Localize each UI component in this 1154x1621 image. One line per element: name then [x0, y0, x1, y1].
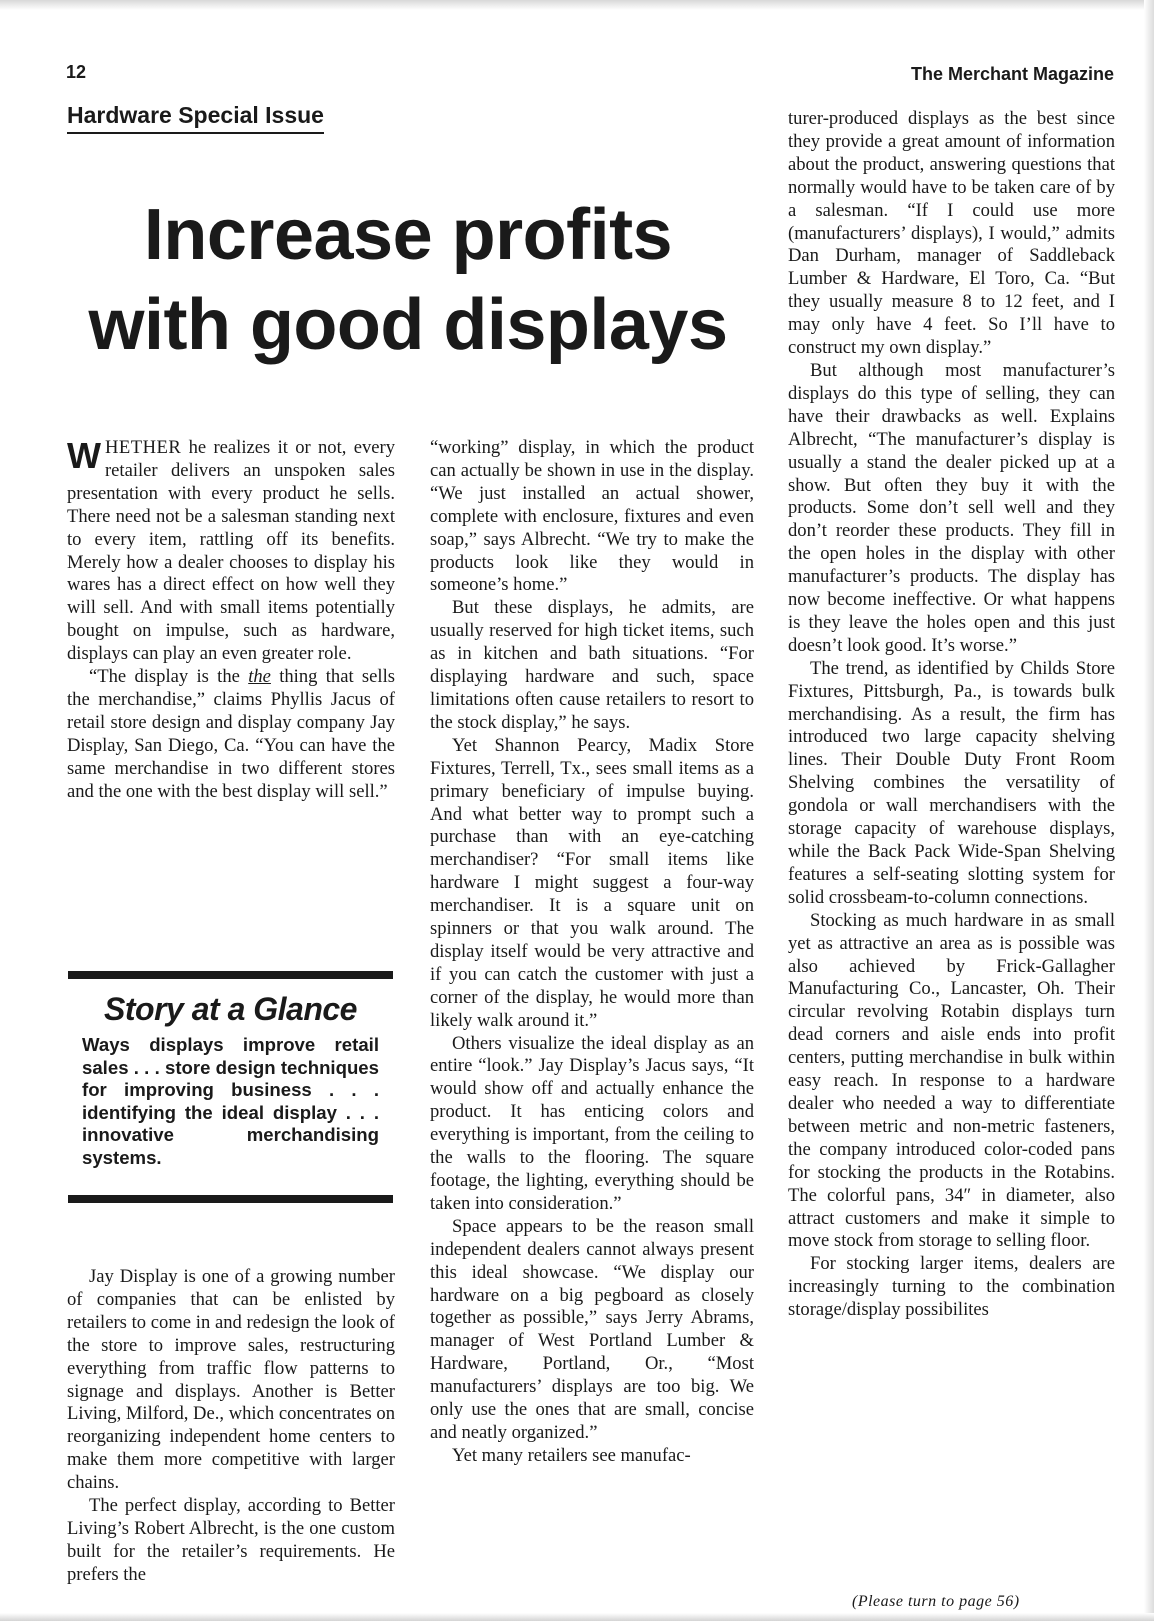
drop-cap: W: [67, 435, 101, 476]
page-edge-right: [1144, 0, 1154, 1621]
paragraph: [67, 437, 395, 666]
headline: [58, 190, 758, 370]
column-1-top: [67, 437, 395, 804]
section-label: Hardware Special Issue: [67, 102, 324, 134]
page-edge-top: [0, 0, 1154, 10]
paragraph: “working” display, in which the product can actually be shown in use in the display. “We just installed an actual shower, complete with enclosure, fixtures and even soap,” says Albrecht. “We try to make the products look like they would in someone’s home.”: [430, 437, 754, 596]
paragraph: [67, 666, 395, 803]
headline-line-2: with good displays: [88, 285, 728, 365]
paragraph: Jay Display is one of a growing number of companies that can be enlisted by retailers to come in and redesign the look of the store to improve sales, restructuring everything from traffic flow patterns to signage and displays. Another is Better Living, Milford, De., which concentrates on reorganizing independent home centers to make them more competitive with larger chains.: [67, 1266, 395, 1494]
lead-caps: HETHER: [104, 437, 182, 458]
column-3: [788, 108, 1115, 1322]
paragraph: Stocking as much hardware in as small yet as attractive an area as is possible was also achieved by Frick-Gallagher Manufacturing Co., Lancaster, Oh. Their circular revolving Rotabin displays turn dead corners and aisle ends into profit centers, putting merchandise in bulk within easy reach. In response to a hardware dealer who needed a way to differentiate between metric and non-metric fasteners, the company introduced color-coded pans for stocking the products in the Rotabins. The colorful pans, 34″ in diameter, also attract customers and make it simple to move stock from storage to selling floor.: [788, 909, 1115, 1252]
story-at-a-glance-box: [68, 971, 393, 1203]
divider: [68, 1195, 393, 1203]
paragraph-text: thing that sells the merchandise,” claims Phyllis Jacus of retail store design and display company Jay Display, San Diego, Ca. “You can have the same merchandise in two different stores and the one with the best display will sell.”: [67, 666, 395, 802]
column-1-bottom: [67, 1266, 395, 1587]
paragraph: Yet many retailers see manufac-: [452, 1444, 691, 1466]
paragraph: For stocking larger items, dealers are increasingly turning to the combination storage/display possibilites: [788, 1253, 1115, 1321]
paragraph: turer-produced displays as the best since they provide a great amount of information about the product, answering questions that normally would have to be taken care of by a salesman. “If I could use more (manufacturers’ displays), I would,” admits Dan Durham, manager of Saddleback Lumber & Hardware, El Toro, Ca. “But they usually measure 8 to 12 feet, and I may only have 4 feet. So I’ll have to construct my own display.”: [788, 108, 1115, 359]
paragraph: But although most manufacturer’s displays do this type of selling, they can have their drawbacks as well. Explains Albrecht, “The manufacturer’s display is usually a stand the dealer picked up at a show. But often they buy it with the products. Some don’t sell well and they don’t reorder these products. They fill in the open holes in the display with other manufacturer’s products. The display has now become ineffective. Or what happens is they leave the holes open and this just doesn’t look good. It’s worse.”: [788, 359, 1115, 656]
paragraph: Others visualize the ideal display as an entire “look.” Jay Display’s Jacus says, “It would show off and actually enhance the product. It has enticing colors and everything is important, from the ceiling to the walls to the flooring. The square footage, the lighting, everything should be taken into consideration.”: [430, 1032, 754, 1214]
paragraph-text: he realizes it or not, every retailer delivers an unspoken sales presentation with every product he sells. There need not be a salesman standing next to every item, rattling off its benefits. Merely how a dealer chooses to display his wares has a direct effect on how well they will sell. And with small items potentially bought on impulse, such as hardware, displays can play an even greater role.: [67, 437, 395, 665]
paragraph: The trend, as identified by Childs Store Fixtures, Pittsburgh, Pa., is towards bulk merchandising. As a result, the firm has introduced two large capacity shelving lines. Their Double Duty Front Room Shelving combines the versatility of gondola or wall merchandisers with the storage capacity of warehouse displays, while the Back Pack Wide-Span Shelving features a self-seating slotting system for solid crossbeam-to-column connections.: [788, 657, 1115, 908]
paragraph: Yet Shannon Pearcy, Madix Store Fixtures, Terrell, Tx., sees small items as a primary beneficiary of impulse buying. And what better way to prompt such a purchase than with an eye-catching merchandiser? “For small items like hardware I might suggest a four-way merchandiser. It is a square unit on spinners or that you walk around. The display itself would be very attractive and if you can catch the customer with just a corner of the display, he would more than likely walk around it.”: [430, 734, 754, 1031]
page-number: 12: [66, 62, 87, 82]
column-2: [430, 437, 754, 1468]
paragraph: Space appears to be the reason small independent dealers cannot always present this ideal showcase. “We display our hardware on a big pegboard as closely together as possible,” says Jerry Abrams, manager of West Portland Lumber & Hardware, Portland, Or., “Most manufacturers’ displays are too big. We only use the ones that are small, concise and neatly organized.”: [430, 1215, 754, 1443]
paragraph: The perfect display, according to Better Living’s Robert Albrecht, is the one custom built for the retailer’s requirements. He prefers the: [67, 1495, 395, 1585]
glance-title: Story at a Glance: [104, 991, 357, 1027]
page-edge-bottom: [0, 1613, 1154, 1621]
emphasis: the: [248, 666, 271, 688]
glance-body: Ways displays improve retail sales . . . store design techniques for improving business . . . identifying the ideal display . . . innovative merchandising systems.: [82, 1034, 379, 1168]
continued-note: (Please turn to page 56): [852, 1593, 1020, 1610]
publication-title: The Merchant Magazine: [910, 64, 1114, 84]
paragraph-text: “The display is the: [89, 666, 249, 688]
paragraph: But these displays, he admits, are usually reserved for high ticket items, such as in kitchen and bath situations. “For displaying hardware and such, space limitations often cause retailers to resort to the stock display,” he says.: [430, 597, 754, 733]
headline-line-1: Increase profits: [143, 195, 673, 275]
divider: [68, 971, 393, 979]
